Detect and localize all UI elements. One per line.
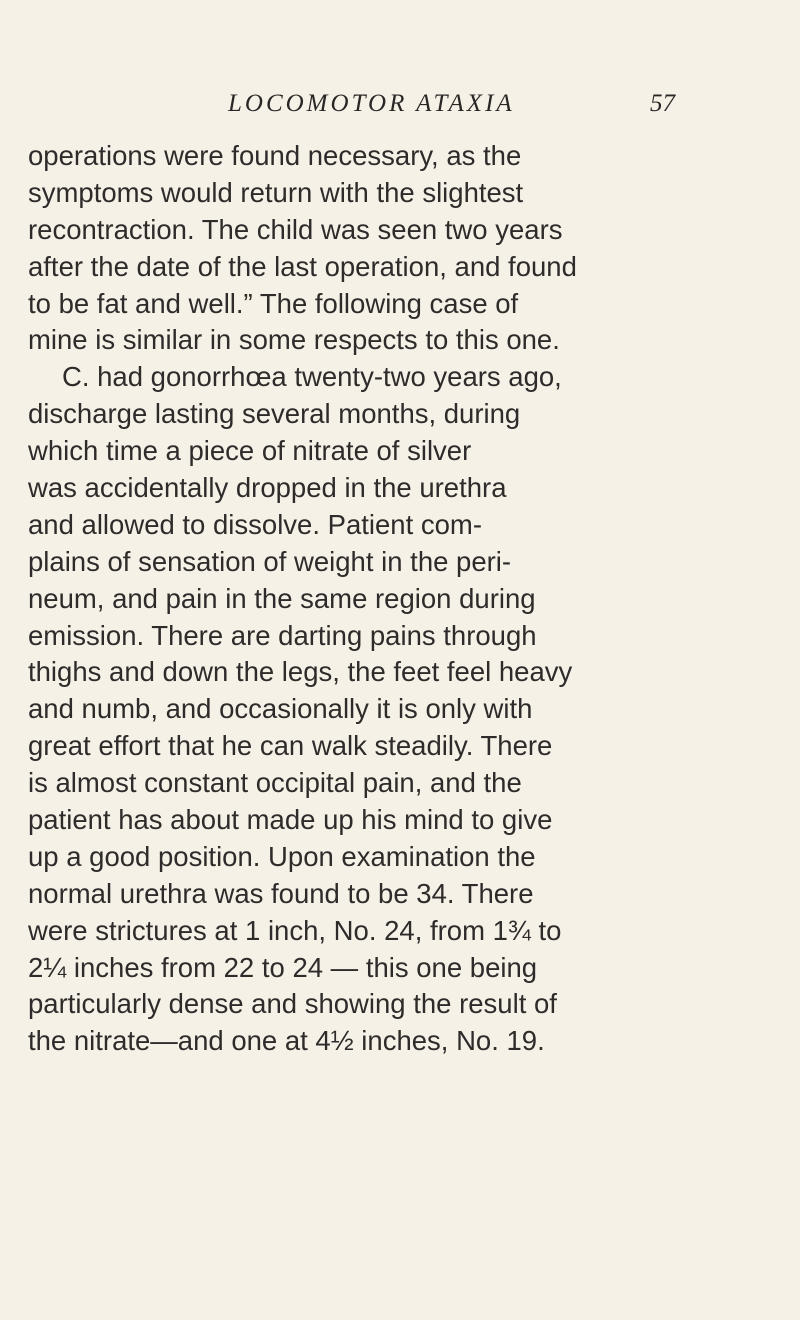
- text-line: was accidentally dropped in the urethra: [28, 472, 507, 504]
- text-line: operations were found necessary, as the: [28, 140, 522, 171]
- text-line: to be fat and well.” The following case of: [28, 287, 519, 319]
- text-line: mine is similar in some respects to this one.: [28, 324, 560, 356]
- text-line: and allowed to dissolve. Patient com-: [28, 508, 482, 540]
- text-line: patient has about made up his mind to give: [28, 804, 553, 836]
- text-line: neum, and pain in the same region during: [28, 582, 536, 614]
- text-line: discharge lasting several months, during: [28, 398, 521, 430]
- page-number: 57: [650, 90, 675, 117]
- text-line: emission. There are darting pains through: [28, 619, 537, 651]
- text-line: and numb, and occasionally it is only with: [28, 693, 533, 725]
- text-line: the nitrate—and one at 4½ inches, No. 19.: [28, 1025, 545, 1057]
- text-line: normal urethra was found to be 34. There: [28, 877, 534, 909]
- text-line: symptoms would return with the slightest: [28, 176, 524, 208]
- text-line: which time a piece of nitrate of silver: [28, 435, 472, 467]
- text-line: recontraction. The child was seen two years: [28, 213, 563, 245]
- text-line: 2¼ inches from 22 to 24 — this one being: [28, 951, 538, 983]
- running-title: LOCOMOTOR ATAXIA: [228, 90, 515, 117]
- text-line: up a good position. Upon examination the: [28, 840, 536, 872]
- text-line: plains of sensation of weight in the peri-: [28, 545, 512, 577]
- text-line: C. had gonorrhœa twenty-two years ago,: [62, 361, 562, 393]
- running-head: [0, 90, 800, 130]
- text-line: great effort that he can walk steadily. There: [28, 730, 553, 762]
- text-line: after the date of the last operation, and found: [28, 250, 577, 282]
- text-line: were strictures at 1 inch, No. 24, from 1¾ to: [28, 914, 562, 946]
- text-line: particularly dense and showing the result of: [28, 988, 557, 1020]
- text-line: is almost constant occipital pain, and the: [28, 767, 522, 799]
- body-text: [28, 138, 788, 1060]
- text-line: thighs and down the legs, the feet feel heavy: [28, 656, 573, 688]
